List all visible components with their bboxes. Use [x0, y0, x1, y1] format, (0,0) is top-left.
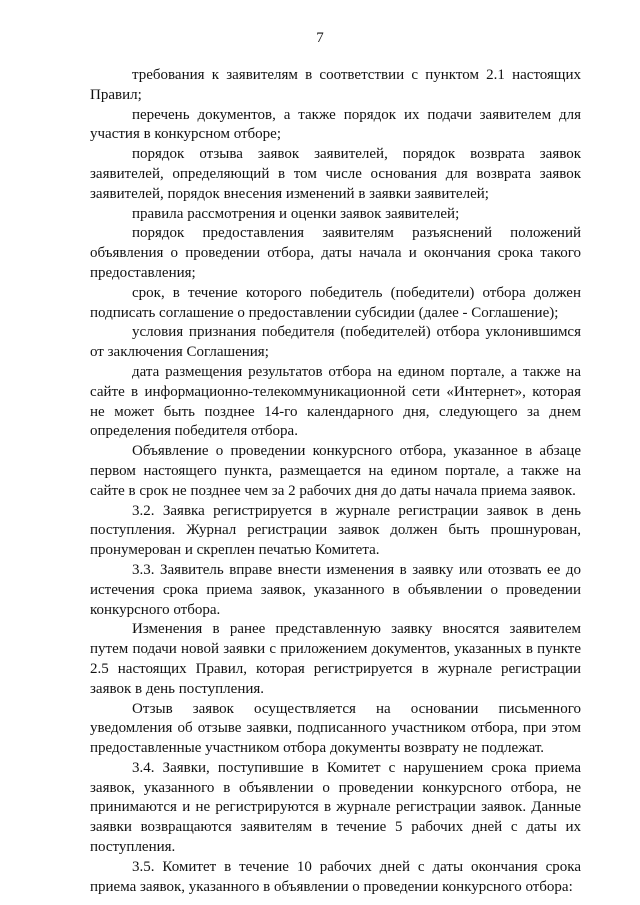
- paragraph: Отзыв заявок осуществляется на основании письменного уведомления об отзыве заявки, подписанного участником отбора, при этом предоставленные участником отбора документы возврату не подлежат.: [90, 700, 581, 757]
- paragraph: правила рассмотрения и оценки заявок заявителей;: [132, 205, 460, 222]
- paragraph: Объявление о проведении конкурсного отбора, указанное в абзаце первом настоящего пункта, размещается на едином портале, а также на сайте в срок не позднее чем за 2 рабочих дня до даты начала приема заявок.: [90, 443, 581, 499]
- document-body: [90, 66, 581, 897]
- paragraph: перечень документов, а также порядок их подачи заявителем для участия в конкурсном отборе;: [90, 106, 581, 143]
- paragraph: Изменения в ранее представленную заявку вносятся заявителем путем подачи новой заявки с приложением документов, указанных в пункте 2.5 настоящих Правил, которая регистрируется в журнале регистрации заявок в день поступления.: [90, 621, 581, 697]
- paragraph: срок, в течение которого победитель (победители) отбора должен подписать соглашение о предоставлении субсидии (далее - Соглашение);: [90, 284, 581, 321]
- paragraph-3-2: 3.2. Заявка регистрируется в журнале регистрации заявок в день поступления. Журнал регистрации заявок должен быть прошнурован, пронумерован и скреплен печатью Комитета.: [90, 502, 581, 559]
- paragraph-3-5: 3.5. Комитет в течение 10 рабочих дней с даты окончания срока приема заявок, указанного в объявлении о проведении конкурсного отбора:: [90, 858, 581, 895]
- paragraph-3-4: 3.4. Заявки, поступившие в Комитет с нарушением срока приема заявок, указанного в объявлении о проведении конкурсного отбора, не принимаются и не регистрируются в журнале регистрации заявок. Данные заявки возвращаются заявителям в течение 5 рабочих дней с даты их поступления.: [90, 759, 581, 856]
- paragraph: дата размещения результатов отбора на едином портале, а также на сайте в информационно-телекоммуникационной сети «Интернет», которая не может быть позднее 14-го календарного дня, следующего за днем определения победителя отбора.: [90, 363, 581, 440]
- paragraph: порядок предоставления заявителям разъяснений положений объявления о проведении отбора, даты начала и окончания срока такого предоставления;: [90, 225, 581, 281]
- paragraph: условия признания победителя (победителей) отбора уклонившимся от заключения Соглашения;: [90, 324, 581, 361]
- page-number: 7: [316, 30, 324, 46]
- paragraph: порядок отзыва заявок заявителей, порядок возврата заявок заявителей, определяющий в том числе основания для возврата заявок заявителей, порядок внесения изменений в заявки заявителей;: [90, 146, 581, 202]
- paragraph: требования к заявителям в соответствии с пунктом 2.1 настоящих Правил;: [90, 67, 581, 103]
- paragraph-3-3: 3.3. Заявитель вправе внести изменения в заявку или отозвать ее до истечения срока приема заявок, указанного в объявлении о проведении конкурсного отбора.: [90, 561, 581, 618]
